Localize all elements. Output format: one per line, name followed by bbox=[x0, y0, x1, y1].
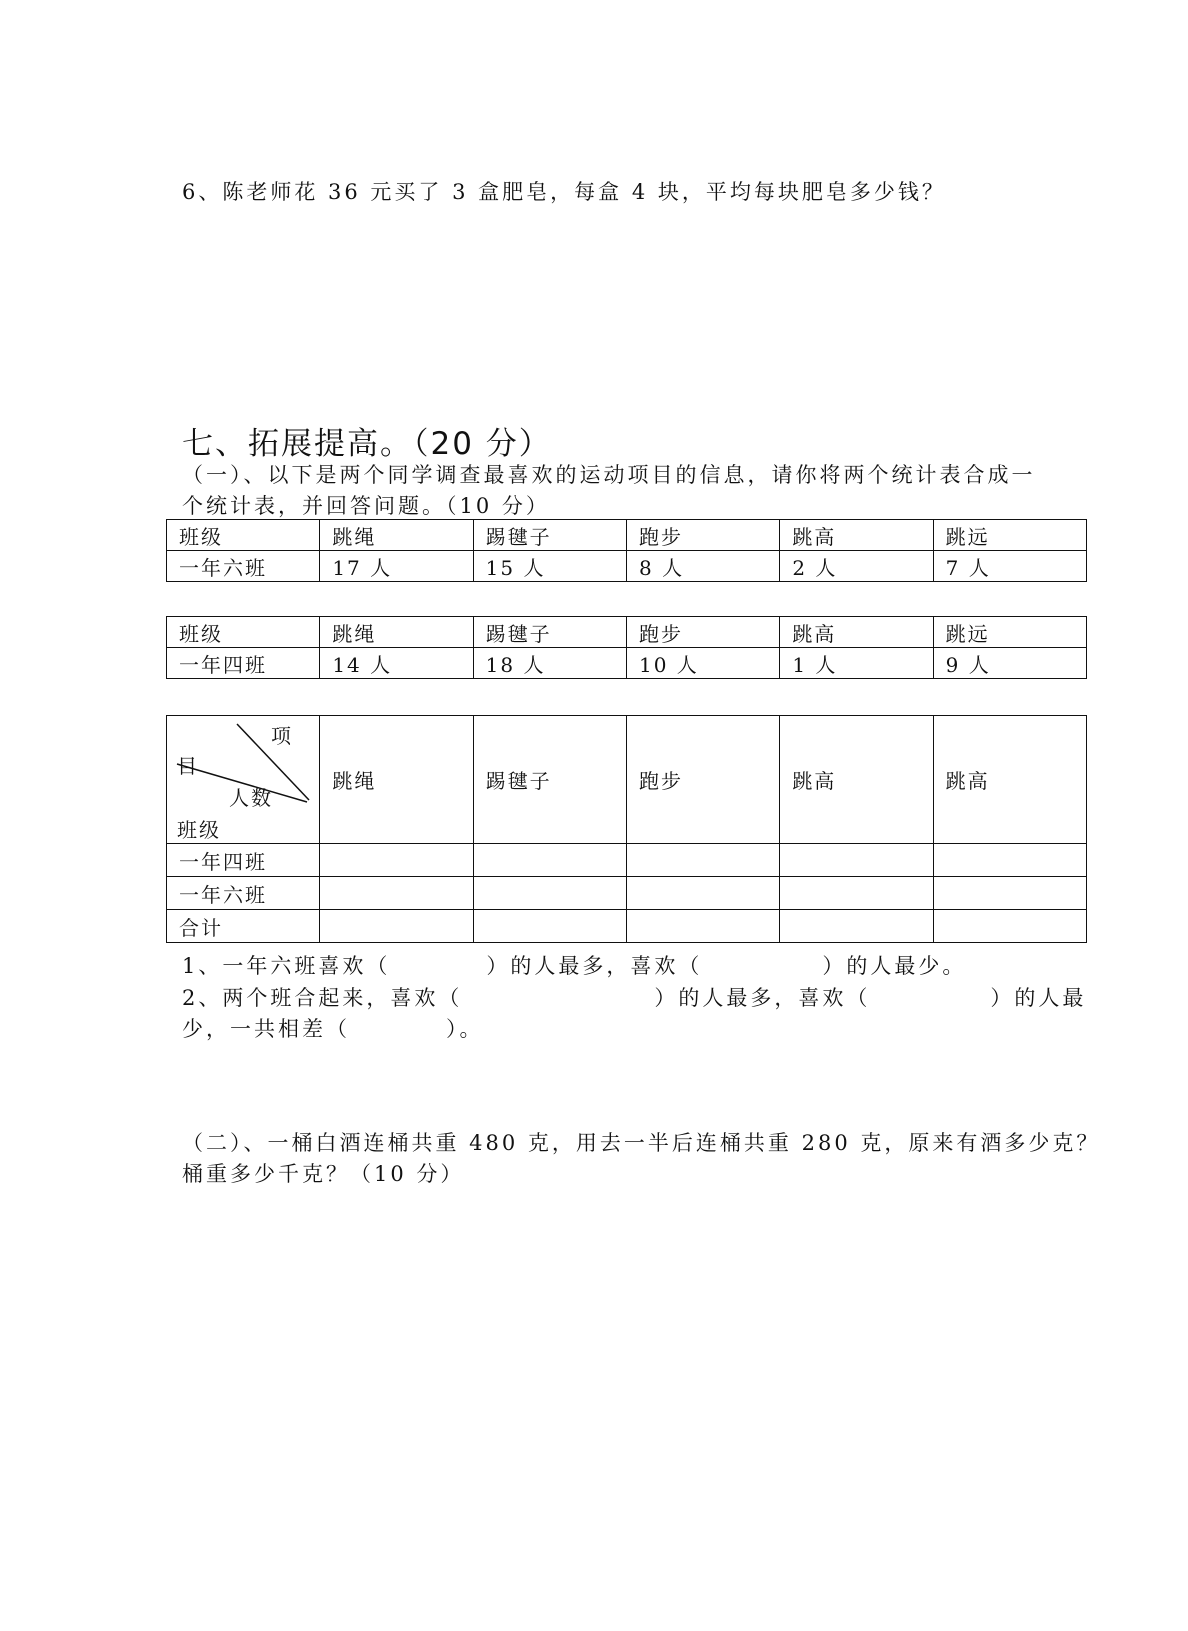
blank-cell[interactable] bbox=[780, 877, 933, 910]
corner-label-item-2: 目 bbox=[177, 754, 199, 778]
header-cell: 踢毽子 bbox=[473, 520, 626, 551]
blank-cell[interactable] bbox=[320, 844, 473, 877]
table-cell: 10 人 bbox=[626, 648, 779, 679]
table-cell: 9 人 bbox=[933, 648, 1086, 679]
part2-line1: （二）、一桶白酒连桶共重 480 克，用去一半后连桶共重 280 克，原来有酒多少克？ bbox=[182, 1131, 1101, 1155]
blank-cell[interactable] bbox=[933, 910, 1086, 943]
table-cell: 14 人 bbox=[320, 648, 473, 679]
header-cell: 跳高 bbox=[780, 617, 933, 648]
table-header-row bbox=[167, 716, 1087, 844]
table-row bbox=[167, 910, 1087, 943]
blank-cell[interactable] bbox=[933, 844, 1086, 877]
table-cell: 7 人 bbox=[933, 551, 1086, 582]
question-1: 1、一年六班喜欢（ ）的人最多，喜欢（ ）的人最少。 bbox=[182, 954, 967, 978]
table-cell: 2 人 bbox=[780, 551, 933, 582]
table-cell: 一年六班 bbox=[167, 551, 320, 582]
part2-line2: 桶重多少千克？（10 分） bbox=[182, 1162, 465, 1186]
row-label: 合计 bbox=[167, 910, 320, 943]
header-cell: 跑步 bbox=[626, 716, 779, 844]
blank-cell[interactable] bbox=[473, 910, 626, 943]
blank-cell[interactable] bbox=[473, 844, 626, 877]
table-header-row bbox=[167, 520, 1087, 551]
header-cell: 跳高 bbox=[780, 520, 933, 551]
row-label: 一年六班 bbox=[167, 877, 320, 910]
blank-cell[interactable] bbox=[473, 877, 626, 910]
corner-label-count: 人数 bbox=[229, 786, 273, 810]
header-cell: 跳绳 bbox=[320, 617, 473, 648]
combined-table bbox=[166, 715, 1087, 943]
blank-cell[interactable] bbox=[933, 877, 1086, 910]
question-6: 6、陈老师花 36 元买了 3 盒肥皂，每盒 4 块，平均每块肥皂多少钱？ bbox=[182, 180, 946, 204]
question-2-line1: 2、两个班合起来，喜欢（ ）的人最多，喜欢（ ）的人最 bbox=[182, 986, 1087, 1010]
part1-line1: （一）、以下是两个同学调查最喜欢的运动项目的信息，请你将两个统计表合成一 bbox=[182, 463, 1036, 487]
header-cell: 跑步 bbox=[626, 617, 779, 648]
table-cell: 15 人 bbox=[473, 551, 626, 582]
header-cell: 班级 bbox=[167, 617, 320, 648]
header-cell: 跳高 bbox=[933, 716, 1086, 844]
question-2-line2: 少，一共相差（ ）。 bbox=[182, 1017, 484, 1041]
table-cell: 18 人 bbox=[473, 648, 626, 679]
blank-cell[interactable] bbox=[626, 910, 779, 943]
header-cell: 班级 bbox=[167, 520, 320, 551]
blank-cell[interactable] bbox=[780, 910, 933, 943]
blank-cell[interactable] bbox=[780, 844, 933, 877]
row-label: 一年四班 bbox=[167, 844, 320, 877]
table-cell: 17 人 bbox=[320, 551, 473, 582]
header-cell: 跳绳 bbox=[320, 716, 473, 844]
diagonal-header-cell bbox=[167, 716, 320, 844]
blank-cell[interactable] bbox=[626, 844, 779, 877]
section-title: 七、拓展提高。（20 分） bbox=[182, 426, 552, 462]
table-row bbox=[167, 877, 1087, 910]
header-cell: 跳高 bbox=[780, 716, 933, 844]
header-cell: 踢毽子 bbox=[473, 617, 626, 648]
blank-cell[interactable] bbox=[320, 877, 473, 910]
table-row bbox=[167, 844, 1087, 877]
table-header-row bbox=[167, 617, 1087, 648]
header-cell: 跳绳 bbox=[320, 520, 473, 551]
header-cell: 跳远 bbox=[933, 617, 1086, 648]
header-cell: 跑步 bbox=[626, 520, 779, 551]
table-grade1-class4 bbox=[166, 616, 1087, 679]
corner-label-item: 项 bbox=[271, 724, 293, 748]
table-cell: 8 人 bbox=[626, 551, 779, 582]
table-cell: 一年四班 bbox=[167, 648, 320, 679]
table-row bbox=[167, 551, 1087, 582]
header-cell: 踢毽子 bbox=[473, 716, 626, 844]
table-grade1-class6 bbox=[166, 519, 1087, 582]
blank-cell[interactable] bbox=[626, 877, 779, 910]
table-cell: 1 人 bbox=[780, 648, 933, 679]
blank-cell[interactable] bbox=[320, 910, 473, 943]
corner-label-class: 班级 bbox=[177, 818, 221, 842]
header-cell: 跳远 bbox=[933, 520, 1086, 551]
part1-line2: 个统计表，并回答问题。（10 分） bbox=[182, 494, 550, 518]
table-row bbox=[167, 648, 1087, 679]
